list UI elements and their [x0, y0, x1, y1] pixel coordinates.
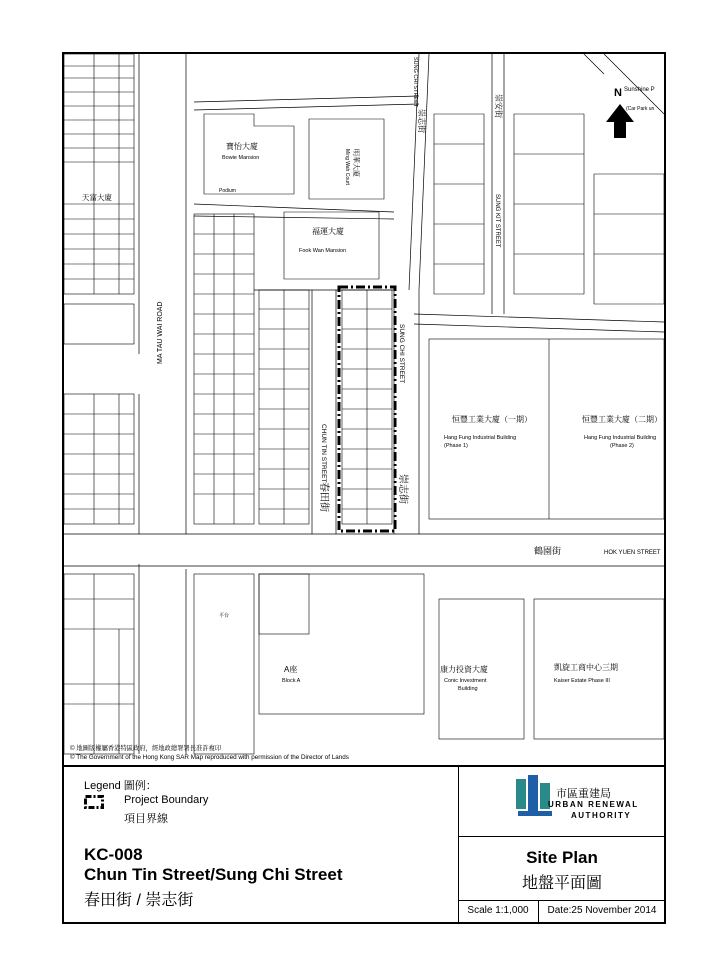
legend-panel	[64, 765, 459, 922]
road-label-sung-chi-zh-top: 崇志街	[417, 109, 426, 133]
podium-label: Podium	[219, 188, 236, 194]
north-label: N	[614, 87, 622, 99]
block-a-en: Block A	[282, 678, 301, 684]
site-plan-map	[64, 54, 664, 767]
legend-item-label: Project Boundary	[124, 794, 209, 806]
fook-wan-en: Fook Wan Mansion	[299, 248, 347, 254]
kaiser-zh: 凱旋工商中心三期	[554, 663, 618, 672]
hang-fung2-zh: 恒豐工業大廈（二期）	[582, 415, 662, 424]
date-label: Date:25 November 2014	[547, 905, 657, 916]
road-label-sung-kit: SUNG KIT STREET	[494, 194, 500, 248]
road-label-hok-yuen-zh: 鶴園街	[534, 546, 562, 556]
tin-fu-zh: 天富大廈	[82, 193, 112, 202]
conic-en: Conic Investment	[444, 678, 487, 684]
road-label-hok-yuen-en: HOK YUEN STREET	[604, 550, 661, 556]
scale-label: Scale 1:1,000	[458, 900, 539, 922]
logo-text-en2: AUTHORITY	[571, 811, 632, 820]
road-label-ma-tau-wai: MA TAU WAI ROAD	[157, 301, 164, 364]
ura-logo-icon	[514, 775, 556, 819]
bowie-zh: 寶怡大廈	[226, 142, 258, 151]
sunshine-car-label: (Car Park un	[626, 106, 655, 112]
hang-fung1-zh: 恒豐工業大廈（一期）	[452, 415, 532, 424]
block-a-zh: A座	[284, 665, 298, 674]
hang-fung1-en: Hang Fung Industrial Building	[444, 435, 517, 441]
north-arrow-icon	[606, 87, 634, 138]
sunshine-label: Sunshine P	[624, 87, 655, 93]
fook-wan-zh: 福運大廈	[312, 227, 344, 236]
plan-title-zh: 地盤平面圖	[521, 875, 602, 892]
kaiser-en: Kaiser Estate Phase III	[554, 678, 610, 684]
legend-item-label-zh: 項目界線	[124, 813, 168, 825]
project-boundary-legend-icon	[84, 795, 104, 809]
hang-fung2-en: Hang Fung Industrial Building	[584, 435, 657, 441]
title-box	[458, 836, 666, 901]
map-sheet	[62, 52, 666, 924]
road-label-sung-chi-zh: 崇志街	[397, 474, 408, 504]
east-blocks	[194, 114, 664, 754]
site-blocks	[342, 290, 392, 524]
road-label-sung-chi-en: SUNG CHI STREET	[398, 324, 405, 384]
plan-title: Site Plan	[526, 848, 598, 867]
legend-title: Legend 圖例：	[84, 780, 157, 792]
podium-zh-label: 平台	[219, 613, 230, 619]
copyright-en: © The Government of the Hong Kong SAR Map reproduced with permission of the Director of Lands	[70, 754, 349, 761]
road-label-chun-tin-zh: 春田街	[318, 482, 329, 512]
road-label-sung-on-zh: 崇安街	[494, 94, 503, 118]
map-drawing	[64, 54, 664, 765]
ming-wah-en: Ming Wah Court	[344, 149, 350, 185]
road-label-chun-tin-en: CHUN TIN STREET	[320, 424, 327, 483]
road-label-sung-chi-top: SUNG CHI STREET	[412, 57, 418, 108]
logo-text-zh: 市區重建局	[556, 788, 611, 800]
conic-en2: Building	[458, 686, 478, 692]
ming-wah-zh: 明華大廈	[352, 149, 359, 177]
project-name: Chun Tin Street/Sung Chi Street	[84, 865, 343, 884]
hang-fung2-phase: (Phase 2)	[610, 443, 634, 449]
conic-zh: 康力投資大廈	[440, 665, 488, 674]
copyright-zh: © 地圖版權屬香港特區政府，經地政總署署長准許複印	[70, 745, 222, 752]
hang-fung1-phase: (Phase 1)	[444, 443, 468, 449]
logo-text-en1: URBAN RENEWAL	[548, 800, 639, 809]
project-name-zh: 春田街 / 崇志街	[84, 892, 194, 909]
west-blocks	[64, 54, 134, 754]
logo-box	[458, 765, 666, 837]
project-code: KC-008	[84, 845, 143, 864]
title-block	[458, 765, 666, 922]
bowie-en: Bowie Mansion	[222, 155, 260, 161]
